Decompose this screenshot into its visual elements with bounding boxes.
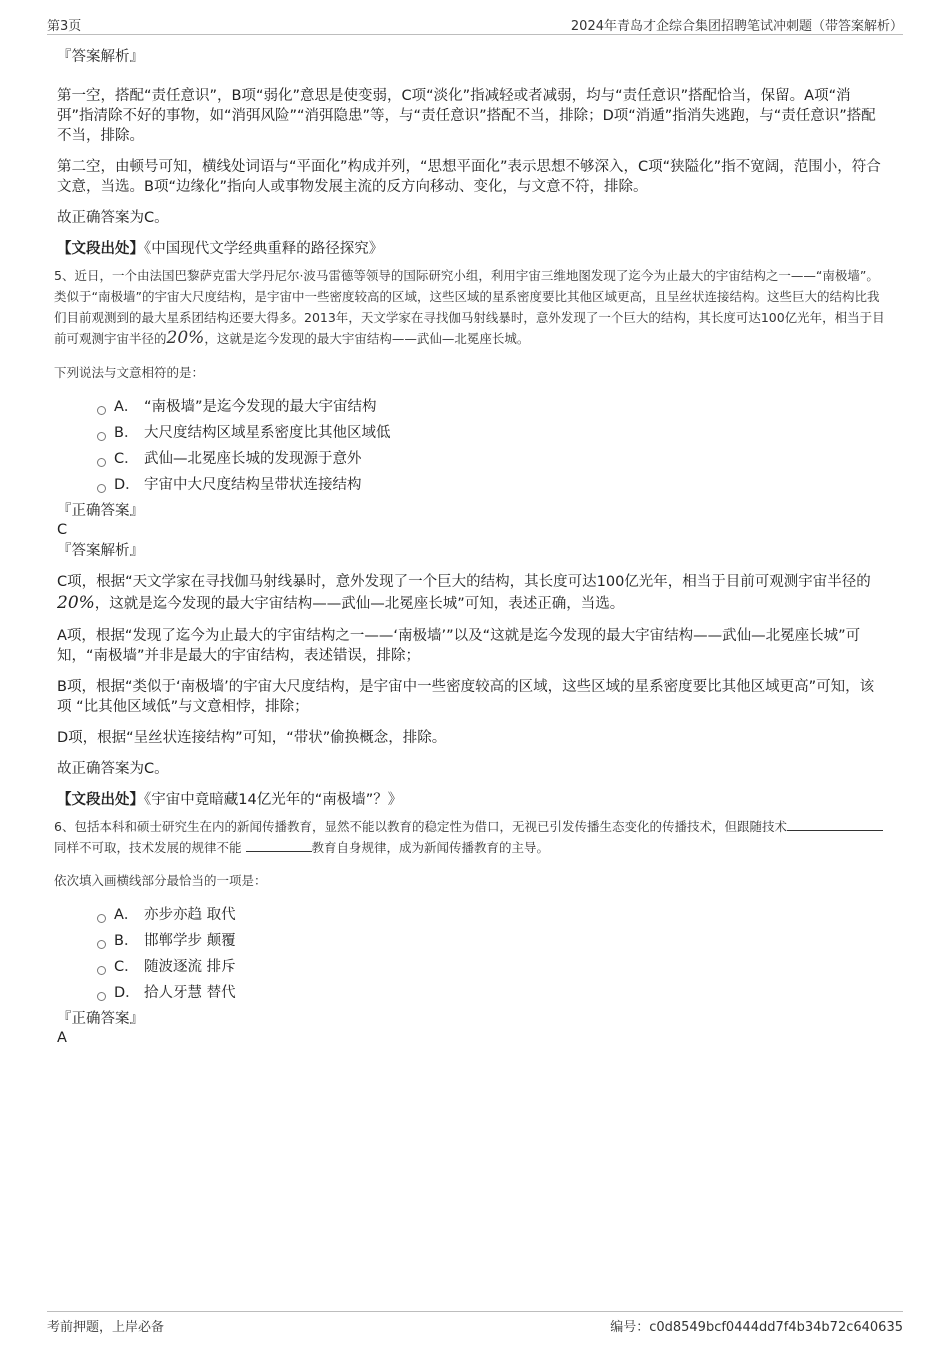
page-header [47, 12, 903, 35]
option-list [97, 394, 887, 498]
radio-icon[interactable] [97, 406, 106, 415]
option-c[interactable]: C． 武仙—北冕座长城的发现源于意外 [97, 446, 887, 472]
option-c[interactable]: C． 随波逐流 排斥 [97, 954, 887, 980]
answer-conclusion: 故正确答案为C。 [57, 761, 169, 777]
source-line [57, 790, 887, 810]
radio-icon[interactable] [97, 940, 106, 949]
question-stem: 6、包括本科和硕士研究生在内的新闻传播教育，显然不能以教育的稳定性为借口，无视已引发传播生态变化的传播技术，但跟随技术同样不可取，技术发展的规律不能 教育自身规律，成为新闻传播教育的主导。 [54, 816, 887, 858]
source-title: 《中国现代文学经典重释的路径探究》 [144, 241, 384, 257]
radio-icon[interactable] [97, 914, 106, 923]
question-prompt: 下列说法与文意相符的是： [54, 365, 205, 380]
document-title: 2024年青岛才企综合集团招聘笔试冲刺题（带答案解析） [570, 19, 903, 34]
radio-icon[interactable] [97, 432, 106, 441]
analysis-paragraph: A项，根据“发现了迄今为止最大的宇宙结构之一——‘南极墙’”以及“这就是迄今发现的最大宇宙结构——武仙—北冕座长城”可知，“南极墙”并非是最大的宇宙结构，表述错误，排除； [57, 628, 861, 664]
footer-slogan: 考前押题，上岸必备 [47, 1320, 165, 1335]
fill-blank [246, 837, 312, 852]
radio-icon[interactable] [97, 484, 106, 493]
correct-answer: A [57, 1030, 67, 1046]
radio-icon[interactable] [97, 458, 106, 467]
option-a[interactable]: A． “南极墙”是迄今发现的最大宇宙结构 [97, 394, 887, 420]
option-a[interactable]: A． 亦步亦趋 取代 [97, 902, 887, 928]
radio-icon[interactable] [97, 966, 106, 975]
question-stem: 5、近日，一个由法国巴黎萨克雷大学丹尼尔·波马雷德等领导的国际研究小组，利用宇宙三维地图发现了迄今为止最大的宇宙结构之一——“南极墙”。类似于“南极墙”的宇宙大尺度结构，是宇宙中一些密度较高的区域，这些区域的星系密度要比其他区域更高，且呈丝状连接结构。这些巨大的结构比我们目前观测到的最大星系团结构还要大得多。2013年，天文学家在寻找伽马射线暴时，意外发现了一个巨大的结构，其长度可达100亿光年，相当于目前可观测宇宙半径的20%，这就是迄今发现的最大宇宙结构——武仙—北冕座长城。 [54, 268, 885, 348]
page-number: 第3页 [47, 19, 82, 34]
fill-blank [787, 816, 883, 831]
answer-conclusion: 故正确答案为C。 [57, 210, 169, 226]
analysis-paragraph: 第一空，搭配“责任意识”，B项“弱化”意思是使变弱，C项“淡化”指减轻或者减弱，均与“责任意识”搭配恰当，保留。A项“消弭”指清除不好的事物，如“消弭风险”“消弭隐患”等，与“责任意识”搭配不当，排除；D项“消遁”指消失逃跑，与“责任意识”搭配不当，排除。 [57, 88, 876, 144]
source-label: 【文段出处】 [57, 241, 144, 257]
source-label: 【文段出处】 [57, 792, 144, 808]
analysis-paragraph: 第二空，由顿号可知，横线处词语与“平面化”构成并列，“思想平面化”表示思想不够深入，C项“狭隘化”指不宽阔，范围小，符合文意，当选。B项“边缘化”指向人或事物发展主流的反方向移动、变化，与文意不符，排除。 [57, 159, 881, 195]
analysis-paragraph: D项，根据“呈丝状连接结构”可知，“带状”偷换概念，排除。 [57, 730, 447, 746]
answer-analysis-label: 『答案解析』 [57, 49, 144, 65]
option-b[interactable]: B． 邯郸学步 颠覆 [97, 928, 887, 954]
page-content [54, 40, 887, 1048]
answer-analysis-label: 『答案解析』 [57, 543, 144, 559]
option-list [97, 902, 887, 1006]
option-d[interactable]: D． 拾人牙慧 替代 [97, 980, 887, 1006]
correct-answer-label: 『正确答案』 [57, 1011, 144, 1027]
source-line [57, 239, 887, 259]
math-percent: 20% [57, 593, 95, 613]
analysis-paragraph: C项，根据“天文学家在寻找伽马射线暴时，意外发现了一个巨大的结构，其长度可达100亿光年，相当于目前可观测宇宙半径的20%，这就是迄今发现的最大宇宙结构——武仙—北冕座长城”可知，表述正确，当选。 [57, 574, 871, 613]
question-prompt: 依次填入画横线部分最恰当的一项是： [54, 873, 267, 888]
option-d[interactable]: D． 宇宙中大尺度结构呈带状连接结构 [97, 472, 887, 498]
correct-answer-label: 『正确答案』 [57, 503, 144, 519]
radio-icon[interactable] [97, 992, 106, 1001]
option-b[interactable]: B． 大尺度结构区域星系密度比其他区域低 [97, 420, 887, 446]
source-title: 《宇宙中竟暗藏14亿光年的“南极墙”？》 [144, 792, 403, 808]
math-percent: 20% [166, 328, 205, 348]
page-footer [47, 1311, 903, 1334]
analysis-paragraph: B项，根据“类似于‘南极墙’的宇宙大尺度结构，是宇宙中一些密度较高的区域，这些区域的星系密度要比其他区域更高”可知，该项 “比其他区域低”与文意相悖，排除； [57, 679, 875, 715]
document-code: 编号：c0d8549bcf0444dd7f4b34b72c640635 [610, 1320, 903, 1335]
correct-answer: C [57, 522, 68, 538]
